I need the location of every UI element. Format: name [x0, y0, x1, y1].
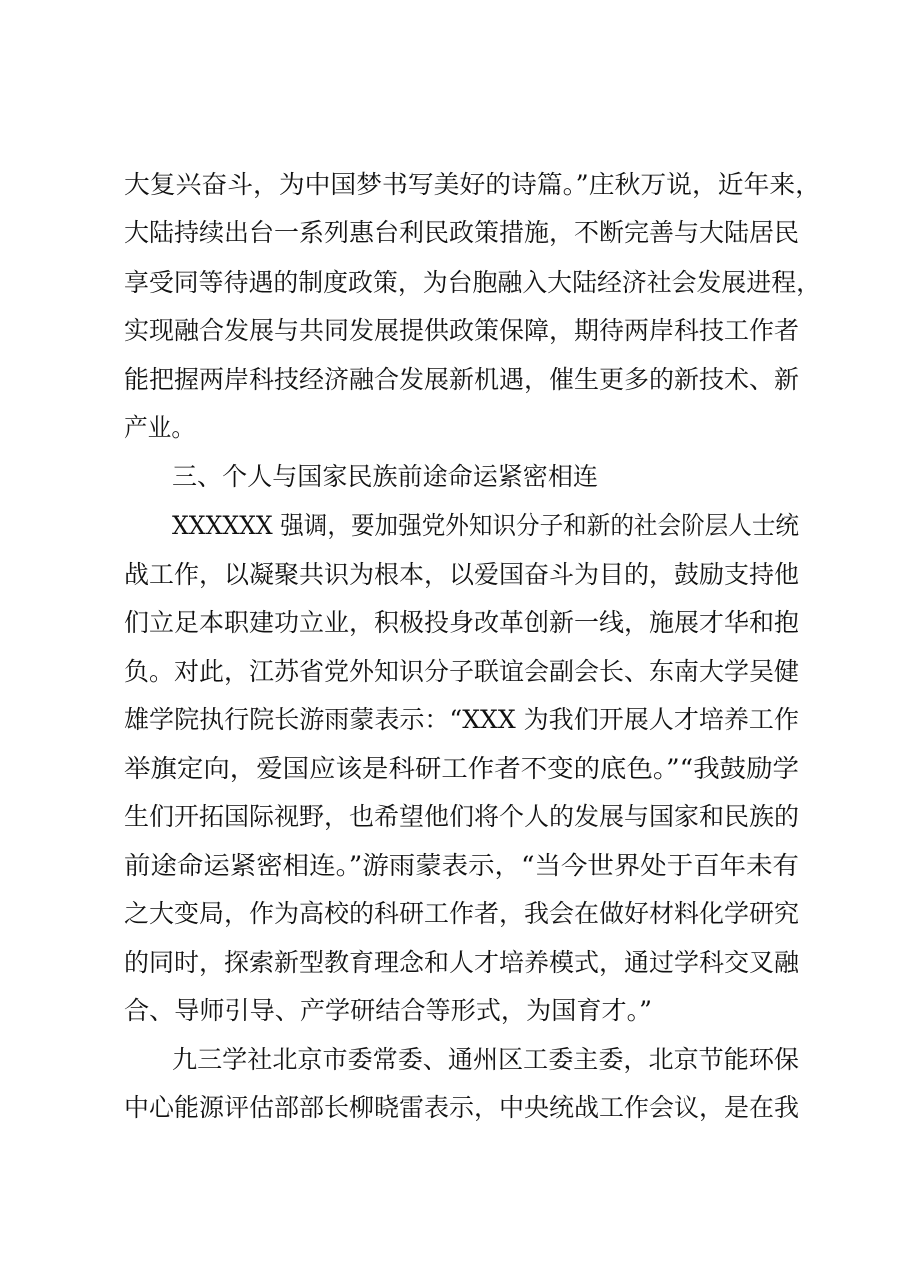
text-segment: [124, 846, 799, 886]
text-segment: [124, 991, 652, 1031]
text-line: [0, 1088, 909, 1128]
text-segment: [172, 1040, 797, 1080]
text-segment: [172, 457, 597, 497]
text-segment: [124, 408, 199, 448]
text-segment: [124, 943, 799, 983]
line-text: 大复兴奋斗，为中国梦书写美好的诗篇。”庄秋万说，近年来，: [124, 170, 821, 199]
text-line: [0, 749, 909, 789]
line-text: 享受同等待遇的制度政策，为台胞融入大陆经济社会发展进程，: [124, 268, 821, 297]
line-text: 合、导师引导、产学研结合等形式，为国育才。”: [124, 996, 652, 1025]
text-segment: [124, 360, 799, 400]
heading-text: 三、个人与国家民族前途命运紧密相连: [172, 462, 598, 491]
text-line: [0, 943, 909, 983]
text-line: [0, 165, 909, 205]
text-segment: [124, 311, 799, 351]
text-line: [0, 506, 909, 546]
line-text: 们立足本职建功立业，积极投身改革创新一线，施展才华和抱: [124, 608, 799, 637]
text-line: [0, 797, 909, 837]
line-text: 的同时，探索新型教育理念和人才培养模式，通过学科交叉融: [124, 948, 799, 977]
text-line: [0, 555, 909, 595]
text-segment: [124, 797, 799, 837]
line-text: 举旗定向，爱国应该是科研工作者不变的底色。”“我鼓励学: [124, 754, 799, 783]
text-line: [0, 894, 909, 934]
text-segment: [124, 652, 799, 692]
text-line: [0, 603, 909, 643]
text-line: [0, 1040, 909, 1080]
text-segment: [124, 700, 798, 740]
line-text: 实现融合发展与共同发展提供政策保障，期待两岸科技工作者: [124, 316, 799, 345]
line-text: 生们开拓国际视野，也希望他们将个人的发展与国家和民族的: [124, 802, 799, 831]
section-heading: [0, 457, 909, 497]
text-segment: [124, 165, 821, 205]
text-line: [0, 263, 909, 303]
line-text: 大陆持续出台一系列惠台利民政策措施，不断完善与大陆居民: [124, 218, 799, 247]
text-segment: [124, 894, 799, 934]
text-line: [0, 846, 909, 886]
text-line: [0, 700, 909, 740]
line-text: 产业。: [124, 413, 195, 442]
text-segment: [124, 749, 799, 789]
text-segment: [124, 213, 799, 253]
text-line: [0, 360, 909, 400]
text-line: [0, 652, 909, 692]
text-line: [0, 408, 909, 448]
line-text: 之大变局，作为高校的科研工作者，我会在做好材料化学研究: [124, 899, 799, 928]
line-text: 能把握两岸科技经济融合发展新机遇，催生更多的新技术、新: [124, 365, 799, 394]
text-line: [0, 991, 909, 1031]
line-text: 中心能源评估部部长柳晓雷表示，中央统战工作会议，是在我: [124, 1093, 799, 1122]
text-line: [0, 213, 909, 253]
text-segment: [124, 555, 799, 595]
line-text: 战工作，以凝聚共识为根本，以爱国奋斗为目的，鼓励支持他: [124, 560, 799, 589]
text-segment: [124, 263, 824, 303]
text-segment: [172, 506, 837, 546]
line-text: 负。对此，江苏省党外知识分子联谊会副会长、东南大学吴健: [124, 657, 799, 686]
line-text: XXXXXX 强调，要加强党外知识分子和新的社会阶层人士统: [172, 511, 799, 540]
text-segment: [124, 603, 799, 643]
line-text: 前途命运紧密相连。”游雨蒙表示，“当今世界处于百年未有: [124, 851, 799, 880]
line-text: 九三学社北京市委常委、通州区工委主委，北京节能环保: [172, 1045, 799, 1074]
text-line: [0, 311, 909, 351]
line-text: 雄学院执行院长游雨蒙表示：“XXX 为我们开展人才培养工作: [124, 705, 799, 734]
text-segment: [124, 1088, 799, 1128]
